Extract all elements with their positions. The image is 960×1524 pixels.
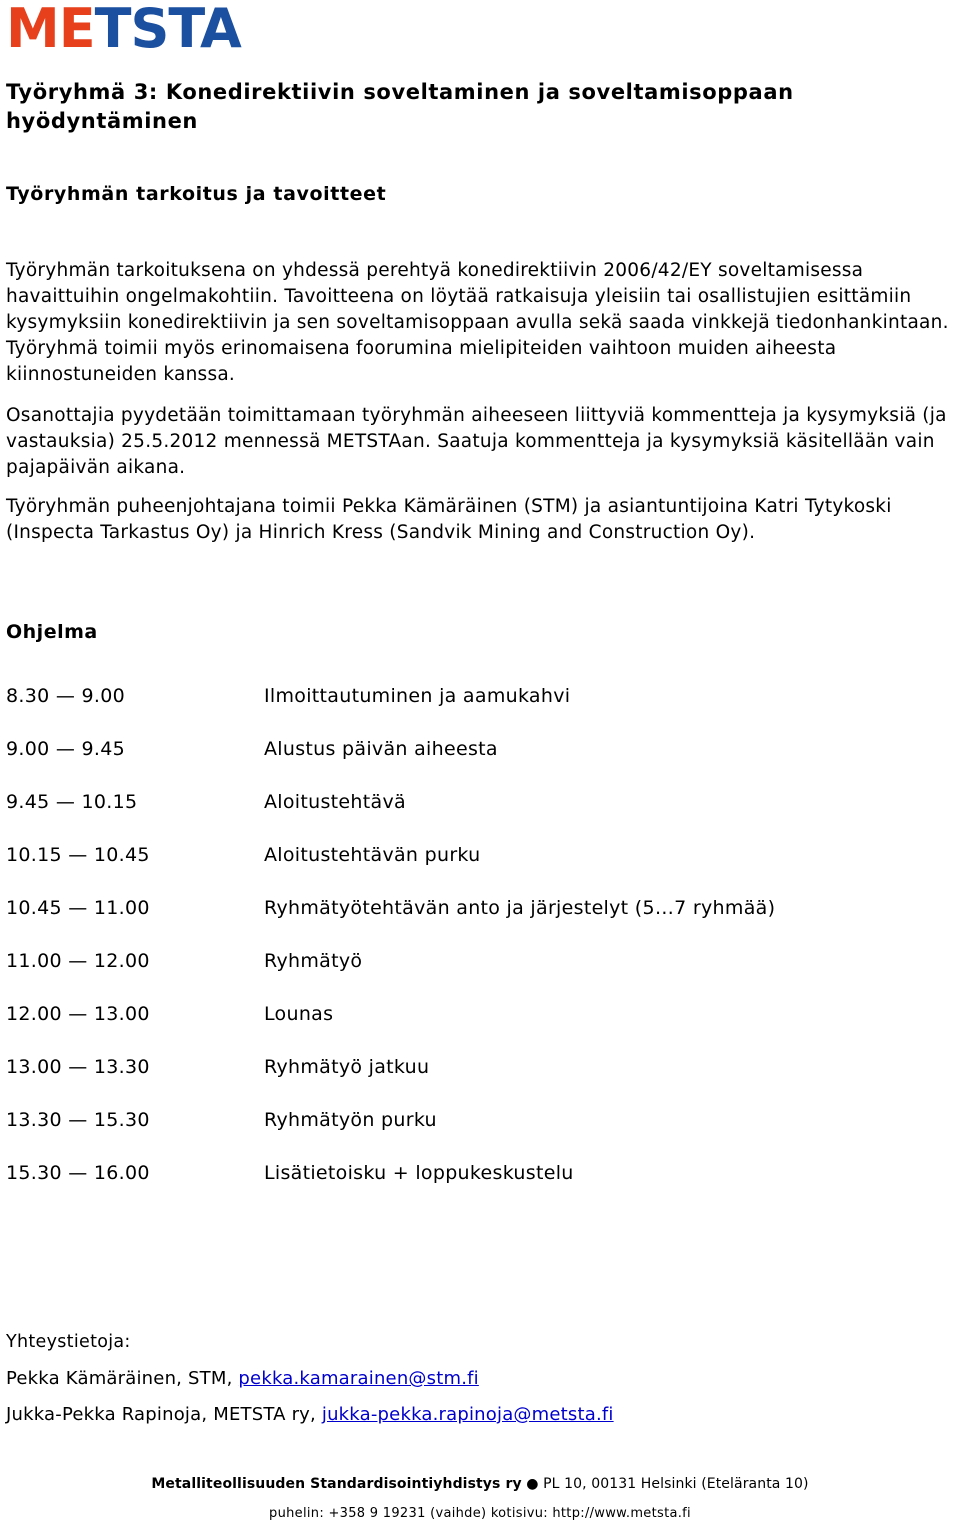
schedule-row — [6, 787, 946, 840]
logo-part-2: TSTA — [94, 0, 241, 60]
schedule-time: 9.45 — 10.15 — [6, 791, 138, 813]
schedule-row — [6, 1105, 946, 1158]
schedule-row — [6, 734, 946, 787]
schedule-time: 13.30 — 15.30 — [6, 1109, 150, 1131]
contact-line — [6, 1404, 614, 1425]
schedule-time: 10.45 — 11.00 — [6, 897, 150, 919]
schedule-activity: Alustus päivän aiheesta — [264, 738, 498, 760]
schedule-activity: Ilmoittautuminen ja aamukahvi — [264, 685, 571, 707]
email-link[interactable]: jukka-pekka.rapinoja@metsta.fi — [321, 1404, 614, 1425]
schedule-activity: Aloitustehtävä — [264, 791, 406, 813]
footer-address — [0, 1476, 960, 1492]
schedule-activity: Aloitustehtävän purku — [264, 844, 481, 866]
logo-part-1: ME — [6, 0, 95, 60]
schedule-time: 8.30 — 9.00 — [6, 685, 125, 707]
schedule-activity: Ryhmätyön purku — [264, 1109, 437, 1131]
contact-name: Jukka-Pekka Rapinoja, METSTA ry, — [6, 1404, 322, 1425]
email-link[interactable]: pekka.kamarainen@stm.fi — [238, 1368, 479, 1389]
paragraph-comments: Osanottajia pyydetään toimittamaan työryhmän aiheeseen liittyviä kommentteja ja kysymyksiä (ja vastauksia) 25.5.2012 mennessä METSTAan. Saatuja kommentteja ja kysymyksiä käsitellään vain pajapäivän aikana. — [6, 405, 947, 478]
schedule-time: 12.00 — 13.00 — [6, 1003, 150, 1025]
schedule-row — [6, 1052, 946, 1105]
schedule-time: 11.00 — 12.00 — [6, 950, 150, 972]
footer-org-name: Metalliteollisuuden Standardisointiyhdistys ry — [151, 1476, 522, 1492]
section-heading-program: Ohjelma — [6, 621, 98, 643]
schedule-row — [6, 840, 946, 893]
contact-line — [6, 1368, 479, 1389]
schedule-time: 10.15 — 10.45 — [6, 844, 150, 866]
schedule-time: 13.00 — 13.30 — [6, 1056, 150, 1078]
contact-name: Pekka Kämäräinen, STM, — [6, 1368, 239, 1389]
schedule-activity: Ryhmätyötehtävän anto ja järjestelyt (5…7 ryhmää) — [264, 897, 776, 919]
schedule-activity: Lisätietoisku + loppukeskustelu — [264, 1162, 574, 1184]
schedule-time: 15.30 — 16.00 — [6, 1162, 150, 1184]
section-heading-purpose: Työryhmän tarkoitus ja tavoitteet — [6, 183, 387, 205]
program-schedule — [6, 681, 946, 1211]
schedule-time: 9.00 — 9.45 — [6, 738, 125, 760]
schedule-row — [6, 999, 946, 1052]
metsta-logo — [6, 0, 241, 60]
document-title: Työryhmä 3: Konedirektiivin soveltaminen ja soveltamisoppaan hyödyntäminen — [6, 80, 794, 133]
paragraph-purpose: Työryhmän tarkoituksena on yhdessä perehtyä konedirektiivin 2006/42/EY soveltamisessa havaittuihin ongelmakohtiin. Tavoitteena on löytää ratkaisuja yleisiin tai osallistujien esittämiin kysymyksiin konedirektiivin ja sen soveltamisoppaan avulla sekä saada vinkkejä tiedonhankintaan. Työryhmä toimii myös erinomaisena foorumina mielipiteiden vaihtoon muiden aiheesta kiinnostuneiden kanssa. — [6, 260, 949, 385]
schedule-activity: Ryhmätyö jatkuu — [264, 1056, 430, 1078]
footer-address-text: ● PL 10, 00131 Helsinki (Eteläranta 10) — [521, 1476, 809, 1492]
paragraph-chair: Työryhmän puheenjohtajana toimii Pekka Kämäräinen (STM) ja asiantuntijoina Katri Tytykoski (Inspecta Tarkastus Oy) ja Hinrich Kress (Sandvik Mining and Construction Oy). — [6, 496, 892, 543]
schedule-row — [6, 1158, 946, 1211]
schedule-row — [6, 946, 946, 999]
schedule-row — [6, 681, 946, 734]
schedule-activity: Ryhmätyö — [264, 950, 363, 972]
schedule-row — [6, 893, 946, 946]
schedule-activity: Lounas — [264, 1003, 334, 1025]
contacts-heading: Yhteystietoja: — [6, 1332, 131, 1352]
footer-contact: puhelin: +358 9 19231 (vaihde) kotisivu: http://www.metsta.fi — [269, 1506, 691, 1521]
